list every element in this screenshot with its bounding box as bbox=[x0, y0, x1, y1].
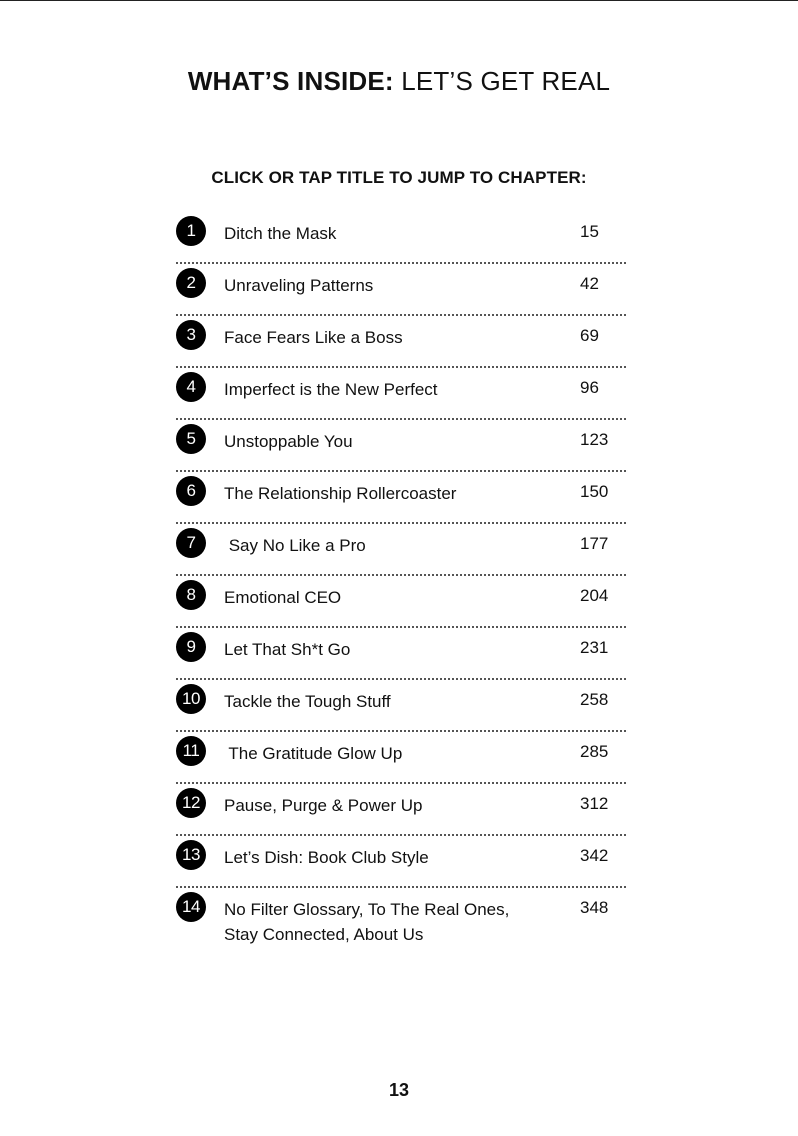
page-title bbox=[0, 66, 798, 97]
top-rule bbox=[0, 0, 798, 1]
chapter-title-link[interactable]: The Gratitude Glow Up bbox=[224, 744, 403, 763]
chapter-number-badge: 5 bbox=[176, 424, 206, 454]
toc-row-chapter-5[interactable] bbox=[176, 420, 626, 472]
chapter-title-link[interactable]: Unstoppable You bbox=[224, 432, 353, 451]
chapter-page-number: 342 bbox=[580, 846, 609, 865]
chapter-number-badge: 2 bbox=[176, 268, 206, 298]
chapter-title-link[interactable]: Ditch the Mask bbox=[224, 224, 337, 243]
table-of-contents bbox=[176, 212, 626, 948]
chapter-number-badge: 13 bbox=[176, 840, 206, 870]
toc-row-chapter-10[interactable] bbox=[176, 680, 626, 732]
chapter-number-badge: 4 bbox=[176, 372, 206, 402]
chapter-title-link[interactable]: Unraveling Patterns bbox=[224, 276, 374, 295]
chapter-title-link[interactable]: Face Fears Like a Boss bbox=[224, 328, 403, 347]
page-title-bold: WHAT’S INSIDE: bbox=[187, 66, 394, 96]
chapter-page-number: 177 bbox=[580, 534, 609, 553]
chapter-page-number: 15 bbox=[580, 222, 599, 241]
toc-row-chapter-14[interactable] bbox=[176, 888, 626, 948]
jump-instruction: CLICK OR TAP TITLE TO JUMP TO CHAPTER: bbox=[211, 168, 587, 187]
toc-row-chapter-3[interactable] bbox=[176, 316, 626, 368]
chapter-page-number: 258 bbox=[580, 690, 609, 709]
toc-row-chapter-9[interactable] bbox=[176, 628, 626, 680]
chapter-title-link[interactable]: Let’s Dish: Book Club Style bbox=[224, 848, 429, 867]
toc-row-chapter-13[interactable] bbox=[176, 836, 626, 888]
chapter-number-badge: 12 bbox=[176, 788, 206, 818]
toc-row-chapter-8[interactable] bbox=[176, 576, 626, 628]
chapter-page-number: 348 bbox=[580, 898, 609, 917]
chapter-title-link[interactable]: Emotional CEO bbox=[224, 588, 342, 607]
chapter-number-badge: 14 bbox=[176, 892, 206, 922]
toc-row-chapter-11[interactable] bbox=[176, 732, 626, 784]
page-title-light: LET’S GET REAL bbox=[401, 66, 611, 96]
toc-row-chapter-6[interactable] bbox=[176, 472, 626, 524]
chapter-title-link[interactable]: No Filter Glossary, To The Real Ones, Stay Connected, About Us bbox=[224, 900, 510, 944]
chapter-number-badge: 10 bbox=[176, 684, 206, 714]
chapter-number-badge: 1 bbox=[176, 216, 206, 246]
page-number: 13 bbox=[388, 1080, 410, 1100]
chapter-number-badge: 7 bbox=[176, 528, 206, 558]
chapter-number-badge: 3 bbox=[176, 320, 206, 350]
chapter-page-number: 123 bbox=[580, 430, 609, 449]
chapter-page-number: 204 bbox=[580, 586, 609, 605]
chapter-title-link[interactable]: The Relationship Rollercoaster bbox=[224, 484, 457, 503]
chapter-title-link[interactable]: Pause, Purge & Power Up bbox=[224, 796, 423, 815]
toc-row-chapter-12[interactable] bbox=[176, 784, 626, 836]
chapter-number-badge: 8 bbox=[176, 580, 206, 610]
chapter-page-number: 96 bbox=[580, 378, 599, 397]
chapter-number-badge: 9 bbox=[176, 632, 206, 662]
toc-row-chapter-4[interactable] bbox=[176, 368, 626, 420]
chapter-title-link[interactable]: Imperfect is the New Perfect bbox=[224, 380, 438, 399]
chapter-page-number: 150 bbox=[580, 482, 609, 501]
chapter-title-link[interactable]: Let That Sh*t Go bbox=[224, 640, 351, 659]
chapter-page-number: 285 bbox=[580, 742, 609, 761]
chapter-page-number: 69 bbox=[580, 326, 599, 345]
toc-row-chapter-2[interactable] bbox=[176, 264, 626, 316]
chapter-number-badge: 6 bbox=[176, 476, 206, 506]
chapter-page-number: 42 bbox=[580, 274, 599, 293]
chapter-title-link[interactable]: Tackle the Tough Stuff bbox=[224, 692, 391, 711]
toc-row-chapter-1[interactable] bbox=[176, 212, 626, 264]
chapter-title-link[interactable]: Say No Like a Pro bbox=[224, 536, 366, 555]
chapter-page-number: 312 bbox=[580, 794, 609, 813]
chapter-number-badge: 11 bbox=[176, 736, 206, 766]
toc-row-chapter-7[interactable] bbox=[176, 524, 626, 576]
chapter-page-number: 231 bbox=[580, 638, 609, 657]
